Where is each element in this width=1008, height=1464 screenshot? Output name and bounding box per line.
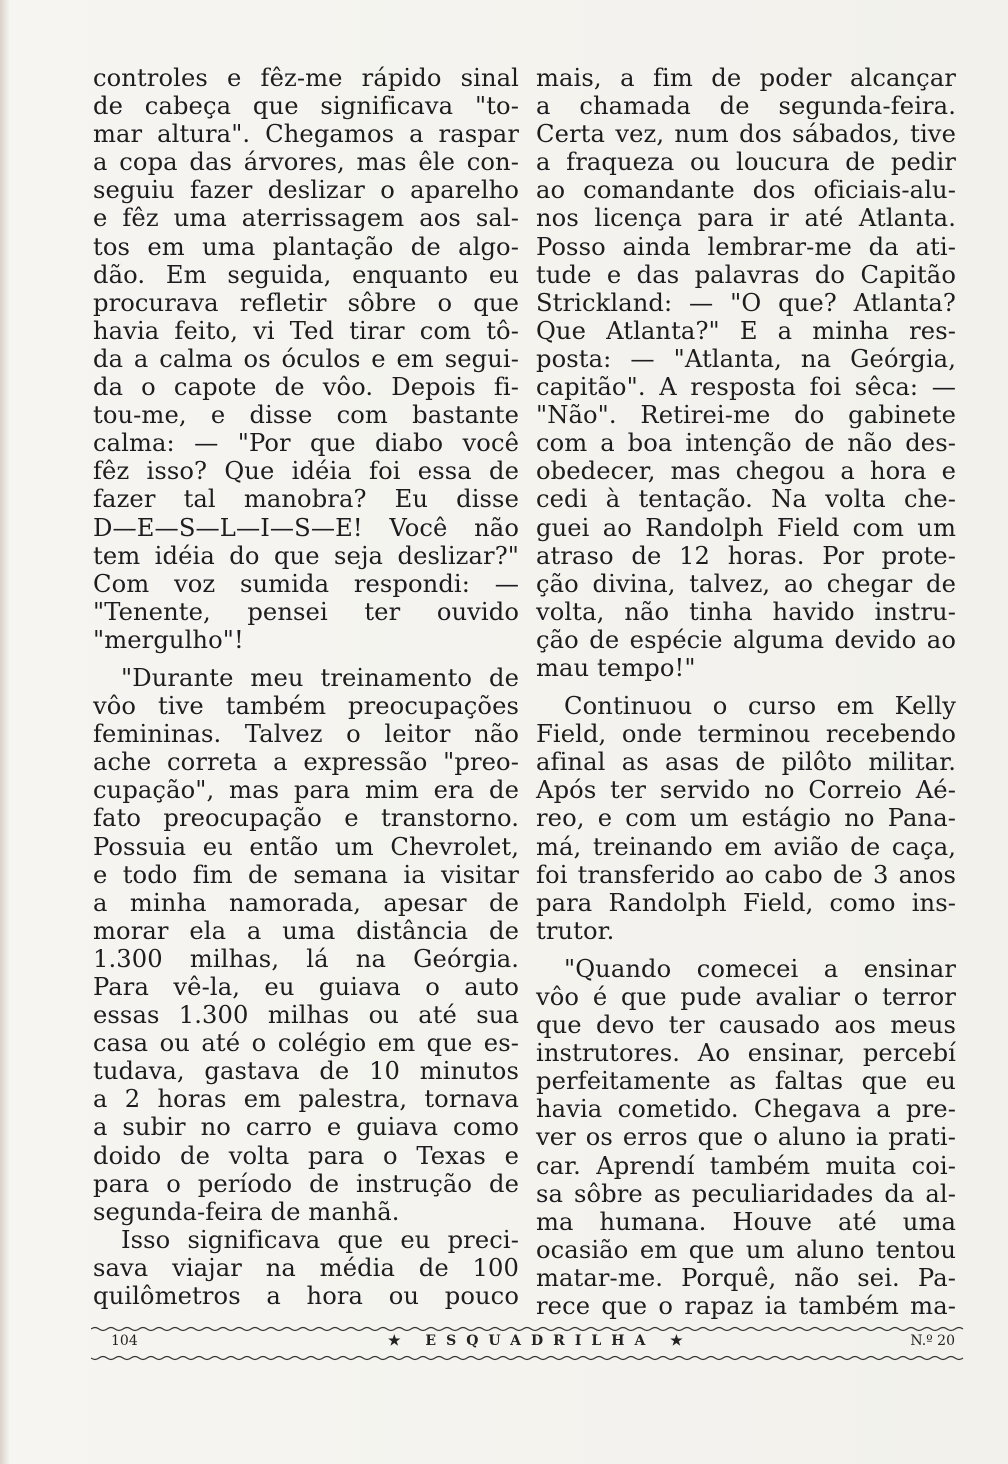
right-line-42: ocasião em que um aluno tentou: [536, 1235, 956, 1264]
right-line-12: capitão". A resposta foi sêca: —: [536, 373, 956, 402]
left-line-34: essas 1.300 milhas ou até sua: [93, 1001, 519, 1030]
right-line-21: ção de espécie alguma devido ao: [536, 625, 956, 654]
left-line-26: cupação", mas para mim era de: [93, 776, 519, 805]
paragraph-gap: [536, 682, 956, 692]
left-line-30: a minha namorada, apesar de: [93, 888, 519, 917]
right-line-17: guei ao Randolph Field com um: [536, 513, 956, 542]
right-line-16: cedi à tentação. Na volta che-: [536, 485, 956, 514]
page-footer: [91, 1329, 965, 1353]
left-line-28: Possuia eu então um Chevrolet,: [93, 832, 519, 861]
left-line-18: tem idéia do que seja deslizar?": [93, 541, 519, 570]
left-line-12: da o capote de vôo. Depois fi-: [93, 373, 519, 402]
left-line-14: calma: — "Por que diabo você: [93, 429, 519, 458]
left-line-9: procurava refletir sôbre o que: [93, 288, 519, 317]
right-line-27: reo, e com um estágio no Pana-: [536, 804, 956, 833]
right-line-2: a chamada de segunda-feira.: [536, 92, 956, 121]
right-line-34: que devo ter causado aos meus: [536, 1011, 956, 1040]
left-line-39: doido de volta para o Texas e: [93, 1141, 519, 1170]
right-line-41: ma humana. Houve até uma: [536, 1207, 956, 1236]
right-line-37: havia cometido. Chegava a pre-: [536, 1095, 956, 1124]
right-line-38: ver os erros que o aluno ia prati-: [536, 1123, 956, 1152]
left-line-2: de cabeça que significava "to-: [93, 92, 519, 121]
left-line-36: tudava, gastava de 10 minutos: [93, 1057, 519, 1086]
issue-number: N.º 20: [910, 1333, 955, 1349]
right-line-6: nos licença para ir até Atlanta.: [536, 204, 956, 233]
left-line-31: morar ela a uma distância de: [93, 916, 519, 945]
magazine-title: ★ ESQUADRILHA ★: [388, 1333, 693, 1349]
right-line-24: Field, onde terminou recebendo: [536, 720, 956, 749]
left-line-40: para o período de instrução de: [93, 1169, 519, 1198]
right-line-29: foi transferido ao cabo de 3 anos: [536, 860, 956, 889]
left-line-32: 1.300 milhas, lá na Geórgia.: [93, 944, 519, 973]
left-line-7: tos em uma plantação de algo-: [93, 232, 519, 261]
right-line-22: mau tempo!": [536, 653, 696, 682]
left-line-27: fato preocupação e transtorno.: [93, 804, 519, 833]
right-line-18: atraso de 12 horas. Por prote-: [536, 541, 956, 570]
right-line-13: "Não". Retirei-me do gabinete: [536, 401, 956, 430]
right-line-20: volta, não tinha havido instru-: [536, 597, 956, 626]
right-line-15: obedecer, mas chegou a hora e: [536, 457, 956, 486]
page-number: 104: [111, 1333, 138, 1349]
left-line-37: a 2 horas em palestra, tornava: [93, 1085, 519, 1114]
right-line-35: instrutores. Ao ensinar, percebí: [536, 1039, 956, 1068]
right-line-43: matar-me. Porquê, não sei. Pa-: [536, 1263, 956, 1292]
left-line-25: ache correta a expressão "preo-: [93, 748, 519, 777]
right-line-36: perfeitamente as faltas que eu: [536, 1067, 956, 1096]
right-line-10: Que Atlanta?" E a minha res-: [536, 316, 956, 345]
right-line-19: ção divina, talvez, ao chegar de: [536, 569, 956, 598]
right-line-40: sa sôbre as peculiaridades da al-: [536, 1179, 956, 1208]
left-line-5: seguiu fazer deslizar o aparelho: [93, 176, 519, 205]
right-line-23: Continuou o curso em Kelly: [564, 692, 956, 721]
right-line-39: car. Aprendí também muita coi-: [536, 1151, 956, 1180]
right-line-1: mais, a fim de poder alcançar: [536, 64, 956, 92]
left-line-13: tou-me, e disse com bastante: [93, 401, 519, 430]
left-line-10: havia feito, vi Ted tirar com tô-: [93, 316, 519, 345]
page-edge-shadow: [0, 0, 10, 1464]
right-line-4: a fraqueza ou loucura de pedir: [536, 148, 956, 177]
left-line-41: segunda-feira de manhã.: [93, 1197, 400, 1226]
left-line-44: quilômetros a hora ou pouco: [93, 1282, 519, 1311]
right-text-column: [536, 64, 956, 1320]
right-line-5: ao comandante dos oficiais-alu-: [536, 176, 956, 205]
left-line-4: a copa das árvores, mas êle con-: [93, 148, 519, 177]
right-line-32: "Quando comecei a ensinar: [564, 954, 956, 983]
left-line-19: Com voz sumida respondi: —: [93, 569, 519, 598]
left-text-column: [93, 64, 519, 1310]
right-line-11: posta: — "Atlanta, na Geórgia,: [536, 344, 956, 373]
right-line-9: Strickland: — "O que? Atlanta?: [536, 288, 956, 317]
left-line-1: controles e fêz-me rápido sinal: [93, 64, 519, 92]
right-line-31: trutor.: [536, 916, 615, 945]
left-line-43: sava viajar na média de 100: [93, 1253, 519, 1282]
right-line-33: vôo é que pude avaliar o terror: [536, 983, 956, 1011]
paragraph-gap: [93, 654, 519, 664]
right-line-14: com a boa intenção de não des-: [536, 429, 956, 458]
right-line-30: para Randolph Field, como ins-: [536, 888, 956, 917]
left-line-33: Para vê-la, eu guiava o auto: [93, 973, 519, 1001]
left-line-16: fazer tal manobra? Eu disse: [93, 485, 519, 514]
left-line-17: D—E—S—L—I—S—E! Você não: [93, 513, 519, 542]
right-line-7: Posso ainda lembrar-me da ati-: [536, 232, 956, 261]
left-line-29: e todo fim de semana ia visitar: [93, 860, 519, 889]
right-line-25: afinal as asas de pilôto militar.: [536, 748, 956, 777]
paragraph-gap: [536, 945, 956, 955]
right-line-26: Após ter servido no Correio Aé-: [536, 776, 956, 805]
left-line-3: mar altura". Chegamos a raspar: [93, 120, 519, 149]
right-line-8: tude e das palavras do Capitão: [536, 260, 956, 289]
left-line-42: Isso significava que eu preci-: [121, 1225, 519, 1254]
right-line-28: má, treinando em avião de caça,: [536, 832, 956, 861]
footer-bottom-rule: [91, 1354, 965, 1362]
left-line-23: vôo tive também preocupações: [93, 692, 519, 721]
left-line-11: da a calma os óculos e em segui-: [93, 344, 519, 373]
left-line-21: "mergulho"!: [93, 625, 244, 654]
left-line-24: femininas. Talvez o leitor não: [93, 720, 519, 749]
left-line-20: "Tenente, pensei ter ouvido: [93, 597, 519, 626]
left-line-15: fêz isso? Que idéia foi essa de: [93, 457, 519, 486]
right-line-3: Certa vez, num dos sábados, tive: [536, 120, 956, 149]
left-line-38: a subir no carro e guiava como: [93, 1113, 519, 1142]
right-line-44: rece que o rapaz ia também ma-: [536, 1292, 956, 1321]
left-line-6: e fêz uma aterrissagem aos sal-: [93, 204, 519, 233]
left-line-35: casa ou até o colégio em que es-: [93, 1029, 519, 1058]
left-line-8: dão. Em seguida, enquanto eu: [93, 260, 519, 289]
left-line-22: "Durante meu treinamento de: [121, 663, 519, 692]
